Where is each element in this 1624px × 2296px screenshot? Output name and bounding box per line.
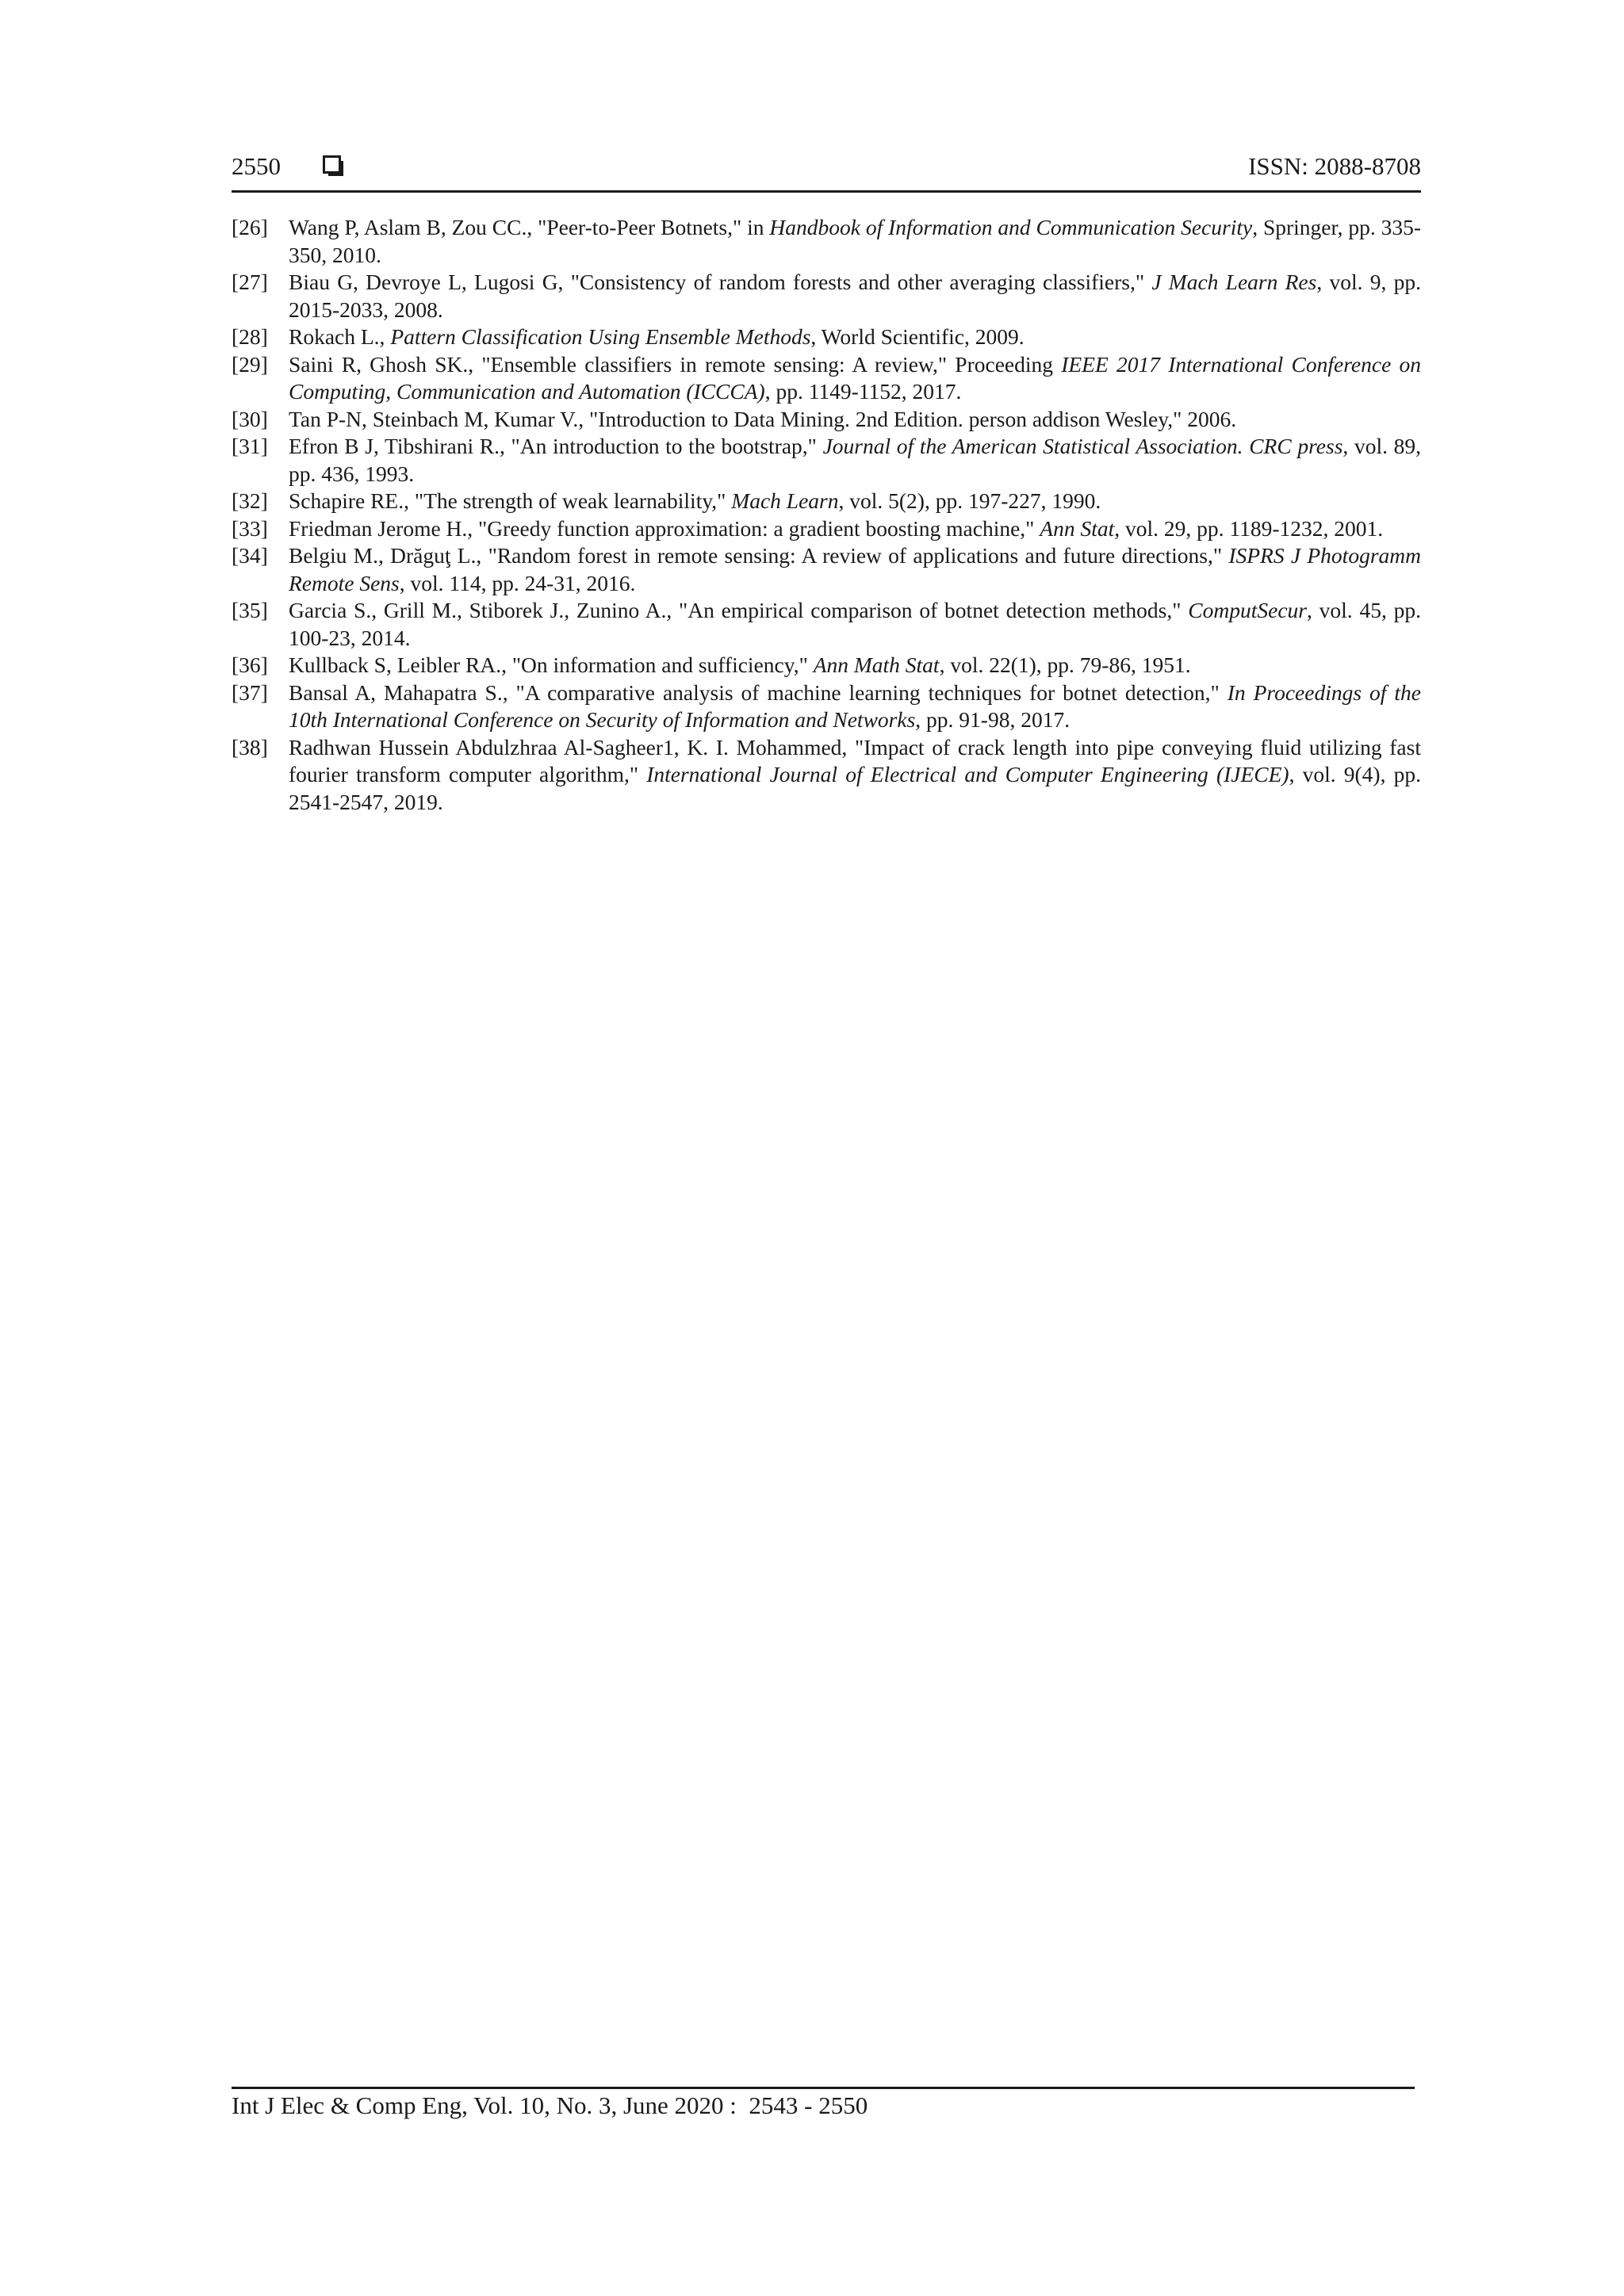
- reference-details: , vol. 9(4), pp. 2541-2547, 2019.: [289, 762, 1421, 814]
- reference-details: , pp. 1149-1152, 2017.: [764, 379, 962, 404]
- reference-number: [37]: [232, 679, 268, 705]
- reference-number: [31]: [232, 434, 268, 458]
- reference-number: [33]: [232, 515, 268, 541]
- reference-source: ISPRS J Photogramm Remote Sens: [289, 543, 1421, 595]
- reference-text: Belgiu M., Drăguţ L., "Random forest in remote sensing: A review of applications and future directions,": [289, 543, 1229, 568]
- reference-number: [27]: [232, 270, 268, 294]
- reference-item: [232, 351, 1421, 406]
- reference-number: [26]: [232, 215, 268, 239]
- reference-source: IEEE 2017 International Conference on Computing, Communication and Automation (ICCCA): [289, 351, 1421, 404]
- reference-text: Radhwan Hussein Abdulzhraa Al-Sagheer1, K. I. Mohammed, "Impact of crack length into pipe conveying fluid utilizing fast fourier transform computer algorithm,": [289, 734, 1421, 786]
- box-bullet-icon: [323, 155, 341, 174]
- reference-number: [34]: [232, 543, 268, 568]
- reference-source: Pattern Classification Using Ensemble Methods: [390, 324, 811, 349]
- footer-citation: Int J Elec & Comp Eng, Vol. 10, No. 3, June 2020 : 2543 - 2550: [232, 2091, 868, 2119]
- reference-details: , World Scientific, 2009.: [810, 324, 1025, 349]
- reference-item: [232, 652, 1421, 679]
- footer-rule: [232, 2087, 1415, 2089]
- reference-source: Handbook of Information and Communication Security: [769, 215, 1253, 239]
- reference-number: [35]: [232, 598, 268, 622]
- reference-text: Efron B J, Tibshirani R., "An introduction to the bootstrap,": [289, 434, 823, 458]
- reference-list: [232, 214, 1421, 816]
- reference-item: [232, 515, 1421, 543]
- reference-details: , Springer, pp. 335-350, 2010.: [289, 215, 1421, 267]
- reference-details: , pp. 91-98, 2017.: [915, 707, 1071, 732]
- reference-source: J Mach Learn Res: [1151, 270, 1317, 294]
- reference-item: [232, 488, 1421, 515]
- reference-number: [36]: [232, 652, 268, 677]
- reference-details: , vol. 5(2), pp. 197-227, 1990.: [838, 488, 1101, 513]
- reference-text: Kullback S, Leibler RA., "On information and sufficiency,": [289, 652, 814, 677]
- reference-item: [232, 734, 1421, 817]
- reference-item: [232, 597, 1421, 652]
- reference-details: , vol. 29, pp. 1189-1232, 2001.: [1114, 515, 1384, 541]
- reference-details: , vol. 9, pp. 2015-2033, 2008.: [289, 270, 1421, 322]
- header-rule: [232, 190, 1421, 193]
- reference-text: Bansal A, Mahapatra S., "A comparative analysis of machine learning techniques for botnet detection,": [289, 679, 1228, 705]
- reference-item: [232, 323, 1421, 351]
- reference-number: [38]: [232, 734, 268, 760]
- page-number: 2550: [232, 152, 281, 180]
- reference-source: International Journal of Electrical and Computer Engineering (IJECE): [646, 762, 1289, 786]
- issn-label: ISSN: 2088-8708: [1248, 152, 1421, 180]
- reference-text: Schapire RE., "The strength of weak learnability,": [289, 488, 732, 513]
- reference-item: [232, 433, 1421, 488]
- reference-source: In Proceedings of the 10th International Conference on Security of Information and Networks: [289, 679, 1421, 732]
- reference-item: [232, 679, 1421, 734]
- reference-text: Friedman Jerome H., "Greedy function approximation: a gradient boosting machine,": [289, 515, 1040, 541]
- reference-text: Tan P-N, Steinbach M, Kumar V., "Introduction to Data Mining. 2nd Edition. person addison Wesley," 2006.: [289, 406, 1237, 431]
- reference-item: [232, 542, 1421, 597]
- reference-details: , vol. 89, pp. 436, 1993.: [289, 434, 1422, 486]
- reference-number: [29]: [232, 351, 268, 377]
- reference-source: Journal of the American Statistical Association. CRC press: [822, 434, 1343, 458]
- reference-source: Ann Stat: [1040, 515, 1115, 541]
- reference-source: Ann Math Stat: [813, 652, 940, 677]
- reference-item: [232, 406, 1421, 434]
- reference-text: Garcia S., Grill M., Stiborek J., Zunino A., "An empirical comparison of botnet detection methods,": [289, 598, 1189, 622]
- reference-details: , vol. 45, pp. 100-23, 2014.: [289, 598, 1422, 650]
- reference-details: , vol. 114, pp. 24-31, 2016.: [399, 570, 636, 595]
- running-header: [232, 152, 1421, 192]
- reference-details: , vol. 22(1), pp. 79-86, 1951.: [939, 652, 1191, 677]
- reference-number: [28]: [232, 324, 268, 349]
- reference-source: ComputSecur: [1188, 598, 1307, 622]
- reference-number: [32]: [232, 488, 268, 513]
- reference-text: Biau G, Devroye L, Lugosi G, "Consistency of random forests and other averaging classifiers,": [289, 270, 1152, 294]
- reference-item: [232, 214, 1421, 269]
- reference-item: [232, 269, 1421, 323]
- reference-text: Saini R, Ghosh SK., "Ensemble classifiers in remote sensing: A review," Proceeding: [289, 351, 1062, 377]
- reference-text: Rokach L.,: [289, 324, 391, 349]
- reference-number: [30]: [232, 406, 268, 431]
- reference-text: Wang P, Aslam B, Zou CC., "Peer-to-Peer Botnets," in: [289, 215, 770, 239]
- reference-source: Mach Learn: [731, 488, 839, 513]
